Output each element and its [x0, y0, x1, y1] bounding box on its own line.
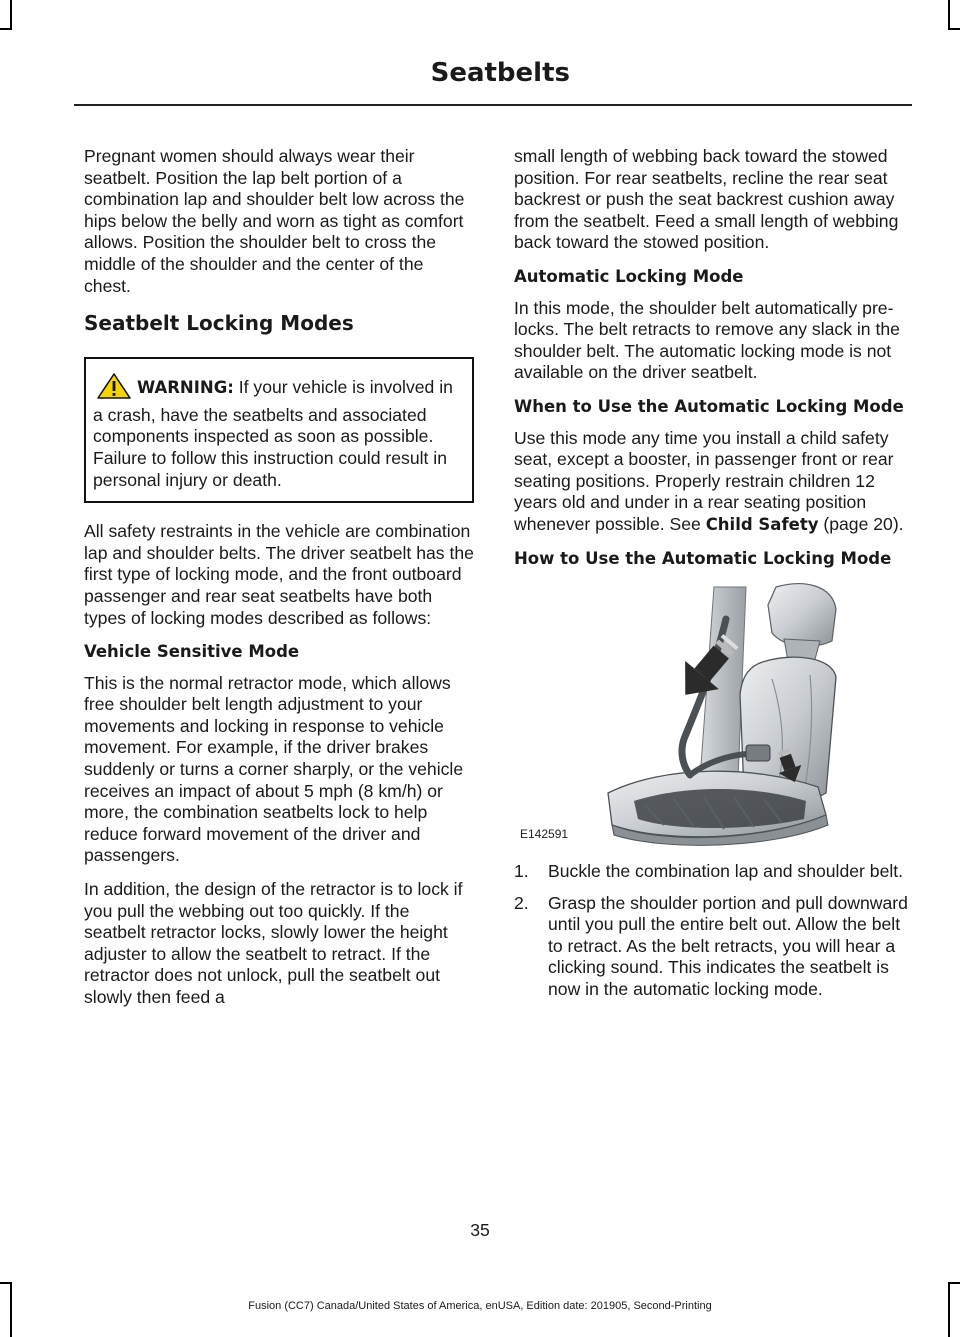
how-to-use-heading: How to Use the Automatic Locking Mode — [514, 548, 892, 568]
list-item — [514, 861, 908, 883]
warning-triangle-icon — [97, 373, 131, 405]
automatic-locking-mode-heading: Automatic Locking Mode — [514, 266, 744, 286]
crop-mark — [950, 28, 960, 30]
vehicle-sensitive-mode-heading: Vehicle Sensitive Mode — [84, 642, 300, 662]
automatic-locking-mode-paragraph: In this mode, the shoulder belt automatically pre-locks. The belt retracts to remove any slack in the shoulder belt. The automatic locking mode is not available on the driver seatbelt. — [514, 297, 900, 383]
crop-mark — [0, 1282, 10, 1284]
warning-lead — [97, 373, 234, 405]
header-rule — [74, 104, 912, 106]
child-safety-link[interactable]: Child Safety — [705, 514, 819, 534]
retractor-paragraph: In addition, the design of the retractor is to lock if you pull the webbing out too quickly. If the seatbelt retractor locks, slowly lower the height adjuster to allow the seatbelt to retract. If the retractor does not unlock, pull the seatbelt out slowly then feed a — [84, 879, 463, 1007]
page-header-title: Seatbelts — [430, 58, 570, 88]
crop-mark — [948, 0, 950, 30]
restraints-paragraph: All safety restraints in the vehicle are combination lap and shoulder belts. The driver seatbelt has the first type of locking mode, and the front outboard passenger and rear seat seatbelts have both types of locking modes described as follows: — [84, 521, 474, 628]
step-number: 2. — [514, 892, 529, 913]
page-reference: (page 20). — [818, 513, 904, 534]
step-text: Grasp the shoulder portion and pull downward until you pull the entire belt out. Allow the belt to retract. As the belt retracts, you will hear a clicking sound. This indicates the seatbelt is now in the automatic locking mode. — [548, 892, 908, 1000]
vehicle-sensitive-mode-paragraph: This is the normal retractor mode, which allows free shoulder belt length adjustment to your movements and locking in response to vehicle movement. For example, if the driver brakes suddenly or turns a corner sharply, or the vehicle receives an impact of about 5 mph (8 km/h) or more, the combination seatbelts lock to help reduce forward movement of the driver and passengers. — [84, 672, 464, 866]
step-text: Buckle the combination lap and shoulder belt. — [548, 861, 904, 882]
warning-box — [84, 357, 474, 503]
warning-text: If your vehicle is involved in a crash, have the seatbelts and associated components inspected as soon as possible. Failure to follow this instruction could result in personal injury or death. — [93, 377, 453, 490]
warning-label: WARNING: — [137, 378, 234, 398]
footer-edition: Fusion (CC7) Canada/United States of America, enUSA, Edition date: 201905, Second-Printing — [248, 1300, 712, 1312]
step-number: 1. — [514, 861, 529, 882]
left-column — [84, 146, 474, 1021]
when-to-use-heading: When to Use the Automatic Locking Mode — [514, 396, 904, 416]
section-heading: Seatbelt Locking Modes — [84, 311, 354, 336]
crop-mark — [10, 0, 12, 30]
figure-caption: E142591 — [520, 826, 569, 841]
intro-paragraph: Pregnant women should always wear their seatbelt. Position the lap belt portion of a combination lap and shoulder belt low across the hips below the belly and worn as tight as comfort allows. Position the shoulder belt to cross the middle of the shoulder and the center of the chest. — [84, 146, 465, 296]
crop-mark — [950, 1282, 960, 1284]
page-number: 35 — [470, 1220, 490, 1240]
list-item — [514, 893, 908, 1001]
right-column — [514, 146, 908, 1011]
when-to-use-paragraph — [514, 428, 908, 536]
steps-list — [514, 861, 908, 1001]
continued-paragraph: small length of webbing back toward the stowed position. For rear seatbelts, recline the rear seat backrest or push the seat backrest cushion away from the seatbelt. Feed a small length of webbing back toward the stowed position. — [514, 146, 899, 253]
seat-illustration — [514, 579, 908, 847]
when-to-use-text: Use this mode any time you install a child safety seat, except a booster, in passenger front or rear seating positions. Properly restrain children 12 years old and under in a rear seating position whenever possible. See — [514, 427, 894, 534]
crop-mark — [0, 28, 10, 30]
